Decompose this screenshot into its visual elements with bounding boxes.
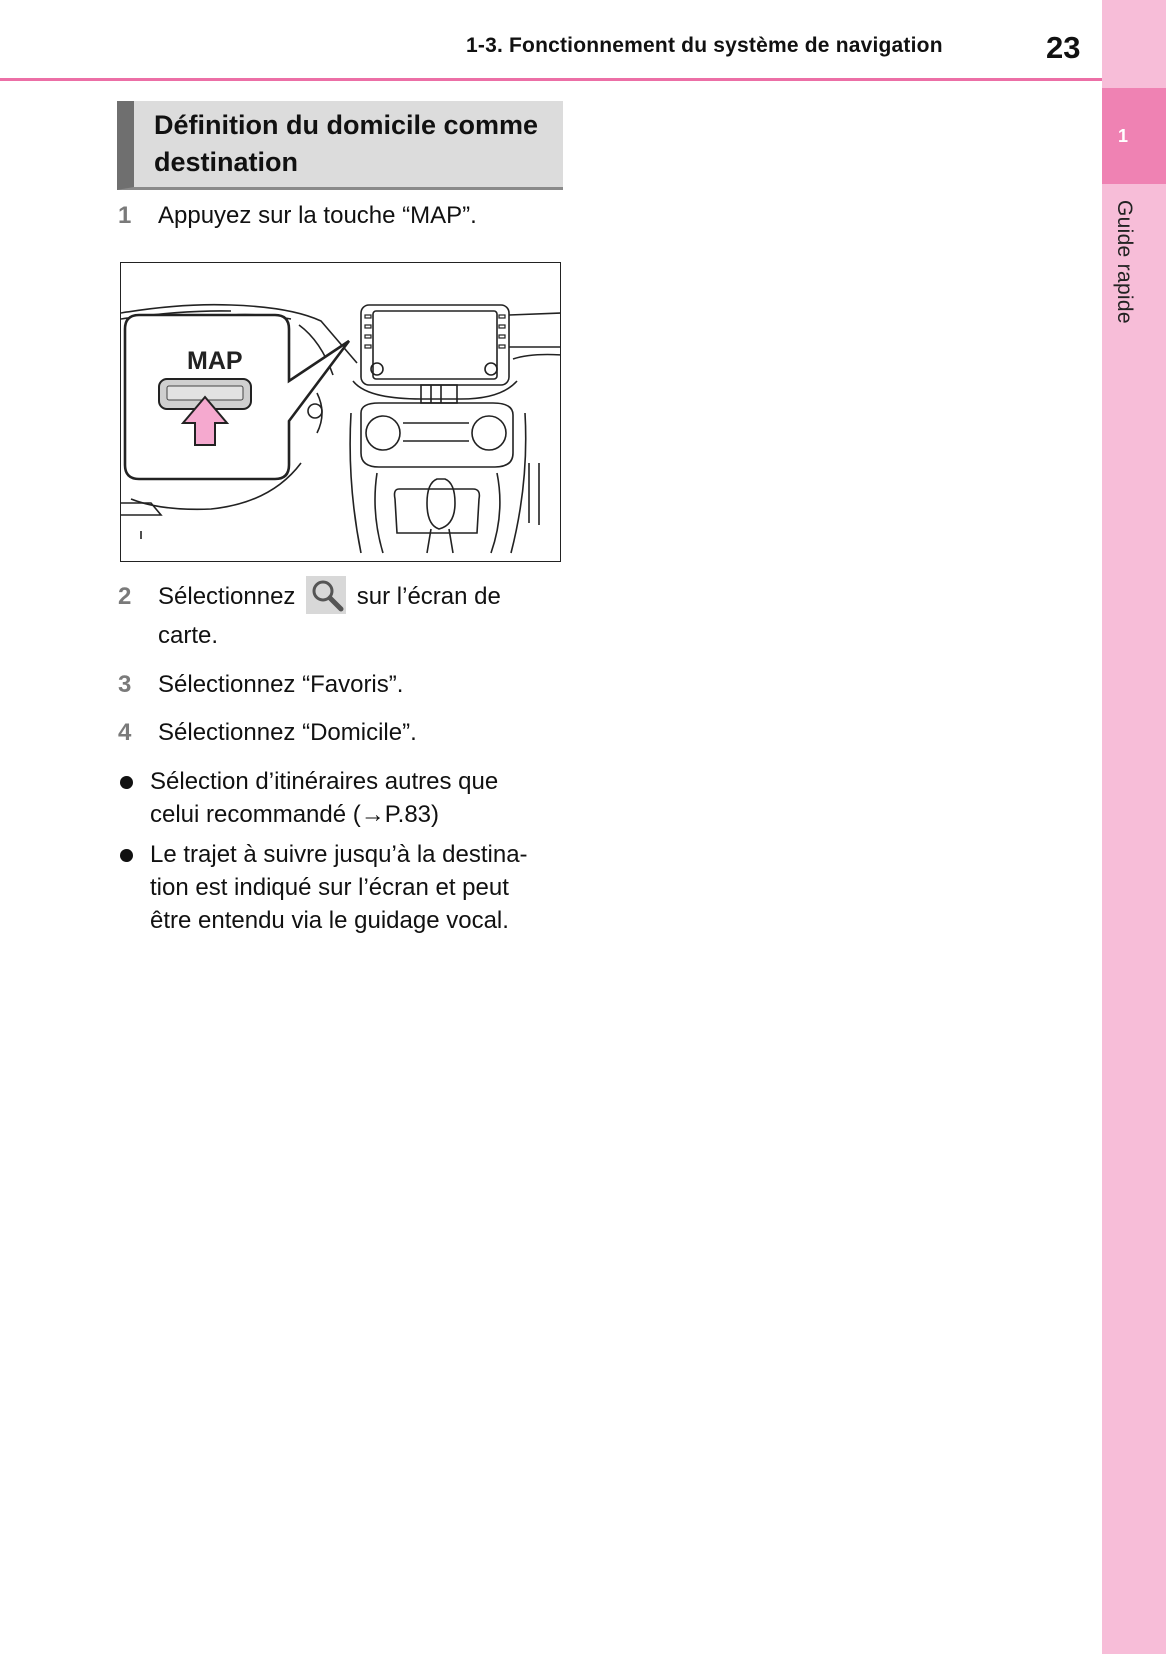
chapter-label: Guide rapide [1113, 200, 1136, 324]
step-text-before: Sélectionnez [158, 583, 296, 610]
step-text [158, 578, 578, 655]
bullet-line: tion est indiqué sur l’écran et peut [150, 874, 509, 901]
bullet-dot [120, 776, 133, 789]
page-reference-link[interactable]: P.83) [384, 801, 440, 828]
bullet-line: être entendu via le guidage vocal. [150, 907, 509, 934]
step-number: 4 [118, 719, 132, 746]
step-text: Sélectionnez “Domicile”. [158, 719, 417, 746]
page-number: 23 [1046, 30, 1081, 65]
step-number: 1 [118, 202, 132, 229]
bullet-dot [120, 849, 133, 862]
map-button-label: MAP [187, 347, 243, 375]
step-text-line2: carte. [158, 621, 219, 649]
chapter-tab[interactable] [1102, 88, 1166, 184]
running-header-title: 1-3. Fonctionnement du système de navigation [466, 34, 943, 57]
section-heading-text: Définition du domicile comme destination [154, 110, 539, 177]
bullet-line: Le trajet à suivre jusqu’à la destina- [150, 841, 528, 868]
dashboard-illustration [120, 262, 561, 562]
search-icon [306, 576, 346, 614]
bullet-line-before: celui recommandé ( [150, 801, 361, 828]
step-text: Appuyez sur la touche “MAP”. [158, 202, 477, 229]
section-heading [117, 101, 563, 190]
dashboard-drawing [121, 263, 561, 562]
arrow-glyph: → [360, 801, 385, 828]
step-number: 3 [118, 671, 132, 698]
bullet-line: Sélection d’itinéraires autres que [150, 768, 499, 795]
step-text-after: sur l’écran de [356, 583, 501, 610]
step-text: Sélectionnez “Favoris”. [158, 671, 404, 698]
bullet-text [150, 765, 570, 831]
bullet-text [150, 838, 570, 937]
chapter-tab-number: 1 [1118, 126, 1129, 146]
header-rule [0, 78, 1102, 81]
step-number: 2 [118, 583, 132, 610]
